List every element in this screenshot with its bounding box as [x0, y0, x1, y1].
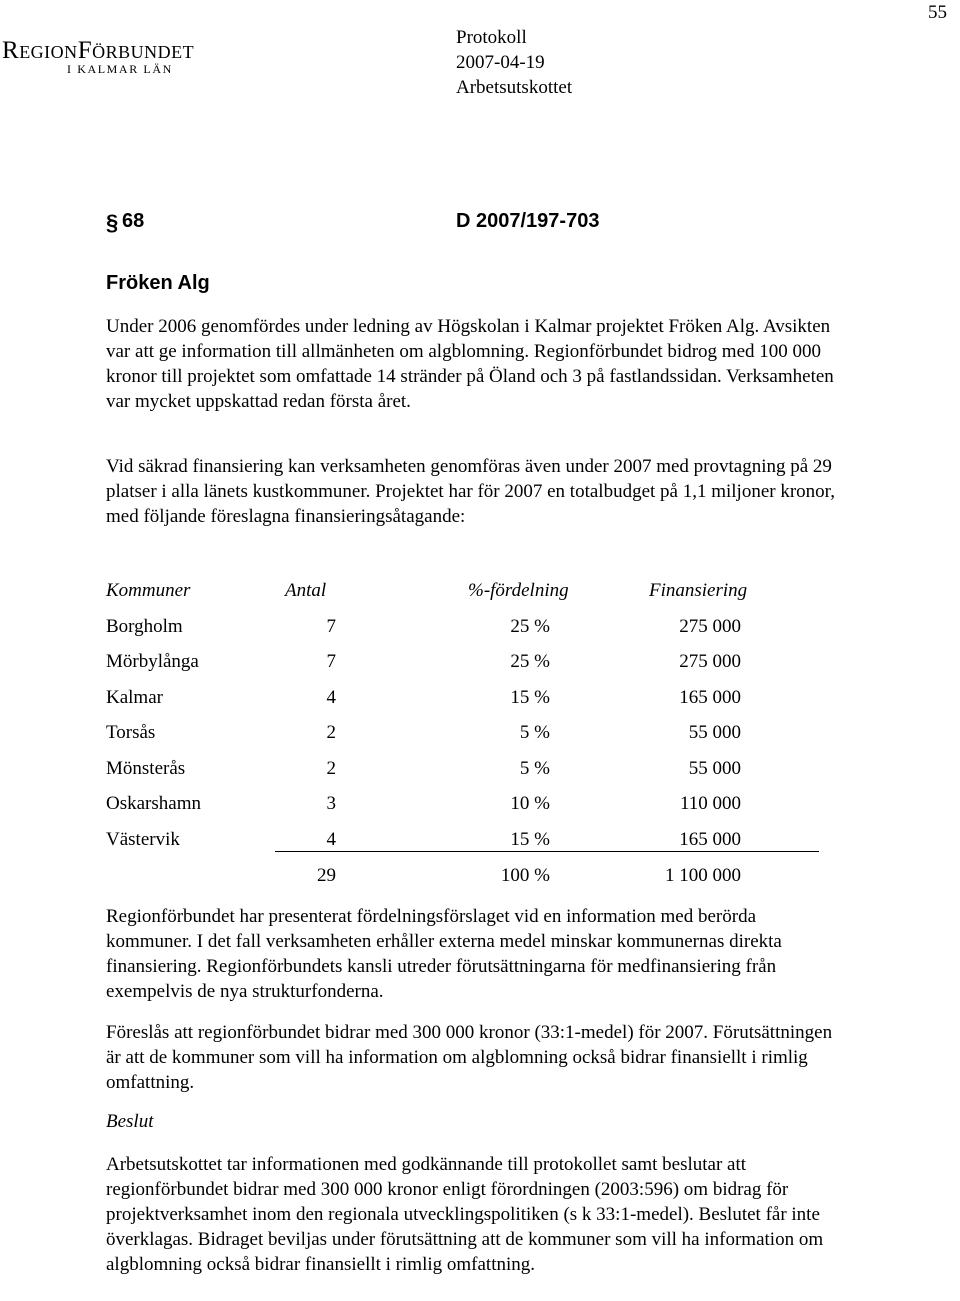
total-procent: 100 % — [500, 865, 550, 886]
row-kommun: Mönsterås — [106, 758, 186, 779]
row-finansiering: 275 000 — [679, 616, 741, 637]
table-header-finansiering: Finansiering — [649, 580, 748, 601]
row-kommun: Oskarshamn — [106, 793, 201, 814]
document-header — [456, 25, 572, 100]
row-kommun: Kalmar — [106, 687, 163, 708]
doc-date: 2007-04-19 — [456, 52, 545, 73]
page-number: 55 — [928, 2, 947, 23]
section-number: 68 — [122, 210, 145, 232]
row-antal: 4 — [326, 687, 336, 708]
table-header-antal: Antal — [285, 580, 327, 601]
row-procent: 25 % — [510, 651, 550, 672]
decision-heading: Beslut — [106, 1111, 154, 1132]
regionforbundet-logo — [2, 38, 220, 74]
logo-wordmark: REGIONFÖRBUNDET — [2, 37, 195, 64]
row-procent: 15 % — [510, 829, 550, 850]
logo-subtitle: I KALMAR LÄN — [67, 62, 173, 76]
row-finansiering: 55 000 — [688, 722, 741, 743]
sum-divider — [275, 851, 819, 852]
paragraph-sign: § — [106, 210, 119, 235]
table-header-kommuner: Kommuner — [106, 580, 191, 601]
row-antal: 3 — [326, 793, 336, 814]
row-antal: 7 — [326, 651, 336, 672]
paragraph-financing: Vid säkrad finansiering kan verksamheten genomföras även under 2007 med provtagning på 29 platser i alla länets kustkommuner. Projektet har för 2007 en totalbudget på 1,1 miljoner kronor, med följande föreslagna finansieringsåtagande: — [106, 456, 835, 527]
row-finansiering: 110 000 — [679, 793, 741, 814]
row-antal: 2 — [326, 722, 336, 743]
row-kommun: Västervik — [106, 829, 180, 850]
row-kommun: Mörbylånga — [106, 651, 199, 672]
row-antal: 2 — [326, 758, 336, 779]
row-kommun: Torsås — [106, 722, 156, 743]
row-kommun: Borgholm — [106, 616, 183, 637]
paragraph-distribution: Regionförbundet har presenterat fördelningsförslaget vid en information med berörda kommuner. I det fall verksamheten erhåller externa medel minskar kommunernas direkta finansiering. Regionförbundets kansli utreder förutsättningarna för medfinansiering från exempelvis de nya strukturfonderna. — [106, 906, 782, 1002]
row-finansiering: 55 000 — [688, 758, 741, 779]
row-antal: 4 — [326, 829, 336, 850]
table-header-fordelning: %-fördelning — [468, 580, 569, 601]
paragraph-proposal: Föreslås att regionförbundet bidrar med 300 000 kronor (33:1-medel) för 2007. Förutsättningen är att de kommuner som vill ha information om algblomning också bidrar finansiellt i rimlig omfattning. — [106, 1022, 833, 1093]
total-antal: 29 — [317, 865, 336, 886]
row-finansiering: 165 000 — [679, 687, 741, 708]
row-procent: 10 % — [510, 793, 550, 814]
total-finansiering: 1 100 000 — [665, 865, 741, 886]
row-procent: 5 % — [519, 722, 550, 743]
row-antal: 7 — [326, 616, 336, 637]
paragraph-background: Under 2006 genomfördes under ledning av Högskolan i Kalmar projektet Fröken Alg. Avsikten var att ge information till allmänheten om algblomning. Regionförbundet bidrog med 100 000 kronor till projektet som omfattade 14 stränder på Öland och 3 på fastlandssidan. Verksamheten var mycket uppskattad redan första året. — [106, 316, 834, 412]
committee-name: Arbetsutskottet — [456, 77, 573, 98]
doc-type: Protokoll — [456, 27, 527, 48]
row-finansiering: 165 000 — [679, 829, 741, 850]
row-procent: 15 % — [510, 687, 550, 708]
section-title: Fröken Alg — [106, 272, 210, 294]
row-finansiering: 275 000 — [679, 651, 741, 672]
diarie-number: D 2007/197-703 — [456, 210, 600, 232]
paragraph-decision: Arbetsutskottet tar informationen med godkännande till protokollet samt beslutar att regionförbundet bidrar med 300 000 kronor enligt förordningen (2003:596) om bidrag för projektverksamhet inom den regionala utvecklingspolitiken (s k 33:1-medel). Beslutet får inte överklagas. Bidraget beviljas under förutsättning att de kommuner som vill ha information om algblomning också bidrar finansiellt i rimlig omfattning. — [106, 1154, 824, 1275]
row-procent: 25 % — [510, 616, 550, 637]
row-procent: 5 % — [519, 758, 550, 779]
